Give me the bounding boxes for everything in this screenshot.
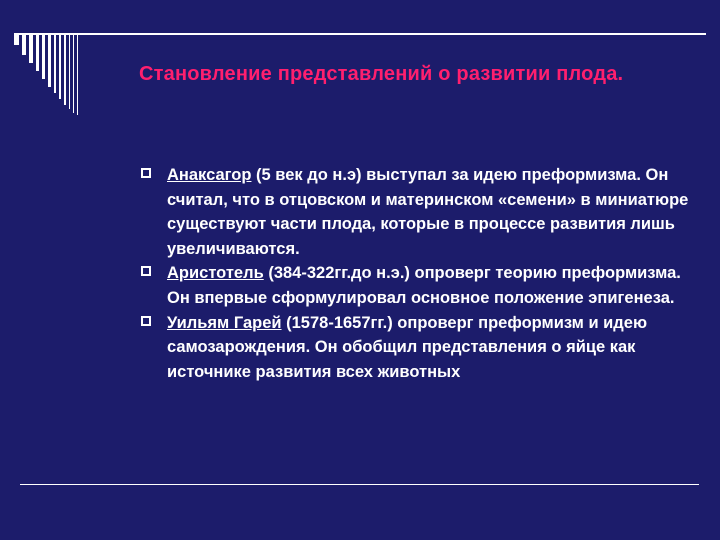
list-item xyxy=(140,311,700,385)
person-name: Анаксагор xyxy=(167,166,252,184)
person-name: Уильям Гарей xyxy=(167,313,282,332)
square-bullet-icon xyxy=(141,168,151,178)
slide-title: Становление представлений о развитии плода. xyxy=(139,63,624,85)
square-bullet-icon xyxy=(141,266,151,276)
square-bullet-icon xyxy=(141,316,151,326)
person-name: Аристотель xyxy=(167,264,264,283)
list-item xyxy=(140,163,700,261)
bullet-text: (1578-1657гг.) опроверг преформизм и идею самозарождения. Он обобщил представления о яйце как источнике развития всех животных xyxy=(167,313,648,381)
list-item xyxy=(140,261,700,310)
bullet-text: (5 век до н.э) выступал за идею преформизма. Он считал, что в отцовском и материнском «семени» в миниатюре существуют части плода, которые в процессе развития лишь увеличиваются. xyxy=(167,166,689,258)
bullet-text: (384-322гг.до н.э.) опроверг теорию преформизма. Он впервые сформулировал основное положение эпигенеза. xyxy=(167,264,681,307)
bottom-rule xyxy=(20,484,699,485)
bullet-list xyxy=(140,163,700,384)
decorative-stripes xyxy=(14,33,124,115)
